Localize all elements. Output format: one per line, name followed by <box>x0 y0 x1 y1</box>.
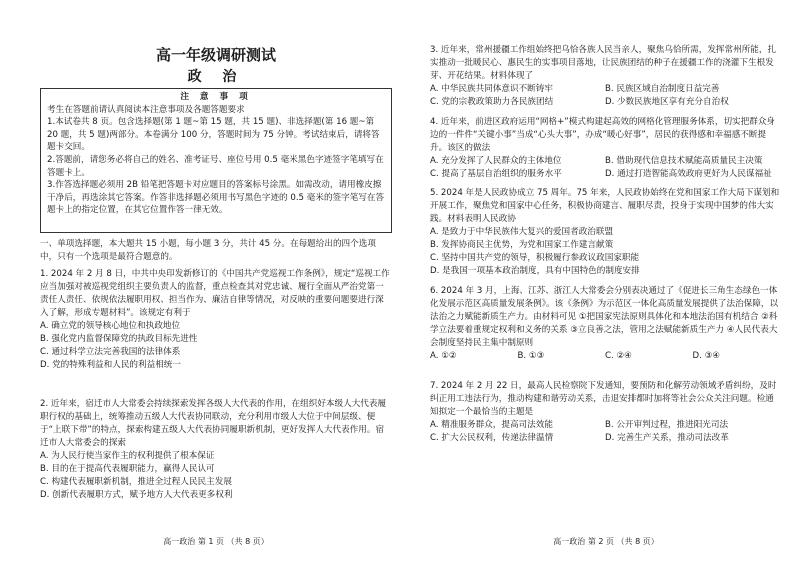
option-c: C. 提高了基层自治组织的服务水平 <box>430 169 562 179</box>
option-b: B. 目的在于提高代表履职能力，赢得人民认可 <box>40 464 215 474</box>
subject-title: 政 治 <box>187 69 245 85</box>
section-intro-text: 一、单项选择题，本大题共 15 小题，每小题 3 分，共计 45 分。在每题给出的四个选项中，只有一个选项是最符合题意的。 <box>40 239 376 262</box>
option-d: D. 通过打造智能高效政府更好为人民谋福祉 <box>605 169 772 179</box>
notice-box <box>40 88 392 233</box>
page-footer: 高一政治 第 1 页 （共 8 页） <box>163 537 269 546</box>
option-d: D. 完善生产关系，推动司法改革 <box>605 433 729 443</box>
question-stem: 7. 2024 年 2 月 22 日，最高人民检察院下发通知，要预防和化解劳动领域矛盾纠纷，及时纠正用工违法行为，推动构建和谐劳动关系，击退安排都时加将等社会公众关注问题。检通知拟定一个最恰当的主题是 <box>430 381 777 417</box>
option-b: B. 强化党内监督保障党的执政目标先进性 <box>40 334 198 344</box>
option-d: D. 少数民族地区享有充分自治权 <box>605 97 729 107</box>
question-6 <box>430 285 780 363</box>
question-stem: 2. 近年来，宿迁市人大常委会持续探索发挥各级人大代表的作用，在组织好本级人大代表履职行权的基础上，统筹推动五级人大代表协同联动，充分利用市级人大位于中间层级、便于“上联下带”的特点，探索构建五级人大代表协同履职新机制，更好发挥人大代表作用。宿迁市人大常委会的探索 <box>40 399 387 448</box>
question-stem: 4. 近年来，前进区政府运用“网格+”模式构建起高效的网格化管理服务体系，切实把群众身边的一件件“关键小事”当成“心头大事”，办成“暖心好事”，居民的获得感和幸福感不断提升。该区的做法 <box>430 117 776 153</box>
question-7 <box>430 380 780 445</box>
question-5 <box>430 187 780 278</box>
option-b: B. 发挥协商民主优势，为党和国家工作建言献策 <box>430 240 614 250</box>
page-1 <box>40 0 392 561</box>
notice-intro: 考生在答题前请认真阅读本注意事项及各题答题要求 <box>47 104 245 115</box>
notice-item: 1.本试卷共 8 页。包含选择题(第 1 题~第 15 题，共 15 题)、非选择题(第 16 题~第 20 题，共 5 题)两部分。本卷满分 100 分，答题时间为 75 分钟。考试结束后，请将答题卡交回。 <box>47 117 380 153</box>
option-c: C. 通过科学立法完善我国的法律体系 <box>40 347 181 357</box>
option-d: D. 是我国一项基本政治制度，具有中国特色的制度安排 <box>430 266 640 276</box>
option-a: A. 中华民族共同体意识不断铸牢 <box>430 84 553 94</box>
option-c: C. 扩大公民权利，传递法律温情 <box>430 433 554 443</box>
option-a: A. 确立党的领导核心地位和执政地位 <box>40 321 181 331</box>
option-c: C. 构建代表履职新机制，推进全过程人民民主发展 <box>40 477 232 487</box>
option-b: B. ①③ <box>517 351 545 361</box>
notice-item: 3.作答选择题必须用 2B 铅笔把答题卡对应题目的答案标号涂黑。如需改动，请用橡皮擦干净后，再选涂其它答案。作答非选择题必须用书写黑色字迹的 0.5 毫米的签字笔写在答题卡上的指定位置，在其它位置作答一律无效。 <box>47 180 385 216</box>
page-footer: 高一政治 第 2 页 （共 8 页） <box>553 537 659 546</box>
question-3 <box>430 44 780 109</box>
notice-heading: 注 意 事 项 <box>180 92 252 102</box>
option-b: B. 民族区域自治制度日益完善 <box>605 84 720 94</box>
option-c: C. 党的宗教政策助力各民族团结 <box>430 97 554 107</box>
option-b: B. 借助现代信息技术赋能高质量民主决策 <box>605 156 763 166</box>
section-intro <box>40 238 392 264</box>
option-a: A. 精准服务群众，提高司法效能 <box>430 420 553 430</box>
option-c: C. 坚持中国共产党的领导，积极履行参政议政国家职能 <box>430 253 640 263</box>
option-d: D. 创新代表履职方式，赋予地方人大代表更多权利 <box>40 490 233 500</box>
option-a: A. 充分发挥了人民群众的主体地位 <box>430 156 562 166</box>
option-d: D. 党的特殊利益和人民的利益相统一 <box>40 360 181 370</box>
option-a: A. 为人民行使当家作主的权利提供了根本保证 <box>40 451 215 461</box>
question-1 <box>40 268 392 372</box>
question-4 <box>430 116 780 181</box>
question-2 <box>40 398 392 502</box>
exam-title: 高一年级调研测试 <box>155 46 276 64</box>
notice-item: 2.答题前，请您务必将自己的姓名、准考证号、座位号用 0.5 毫米黑色字迹签字笔填写在答题卡上。 <box>47 154 384 178</box>
question-stem: 3. 近年来，常州援疆工作组始终把乌恰各族人民当亲人，聚焦乌恰所需，发挥常州所能，扎实推动一批暖民心、惠民生的实事项目落地，让民族团结的种子在援疆工作的浇灌下生根发芽、开花结果。材料体现了 <box>430 45 777 81</box>
question-stem: 1. 2024 年 2 月 8 日，中共中央印发新修订的《中国共产党巡视工作条例》，规定“巡视工作应当加强对被巡视党组织主要负责人的监督，重点检查其对党忠诚、履行全面从严治党第一责任人责任、依规依法履职用权、担当作为、廉洁自律等情况，对反映的重要问题要进行深入了解，形成专题材料”。该规定有利于 <box>40 269 390 318</box>
option-d: D. ③④ <box>692 351 720 361</box>
option-a: A. 是致力于中华民族伟大复兴的爱国者政治联盟 <box>430 227 614 237</box>
option-b: B. 公开审判过程，推进阳光司法 <box>605 420 729 430</box>
option-c: C. ②④ <box>605 351 632 361</box>
question-stem: 5. 2024 年是人民政协成立 75 周年。75 年来，人民政协始终在党和国家工作大局下谋划和开展工作，聚焦党和国家中心任务，积极协商建言、履职尽责，投身于实现中国梦的伟大实践。材料表明人民政协 <box>430 188 780 224</box>
option-a: A. ①② <box>430 351 457 361</box>
page-2 <box>430 0 780 561</box>
question-stem: 6. 2024 年 3 月，上海、江苏、浙江人大常委会分别表决通过了《促进长三角生态绿色一体化发展示范区高质量发展条例》。该《条例》为示范区一体化高质量发展提供了法治保障，以法治之力赋能新质生产力。由材料可见 ①把国家宪法原则具体化和本地法治国有机结合 ②科学立法要着重规定权利和义务的关系 ③立良善之法，管用之法赋能新质生产力 ④人民代表大会制度坚持民主集中制原则 <box>430 286 779 348</box>
